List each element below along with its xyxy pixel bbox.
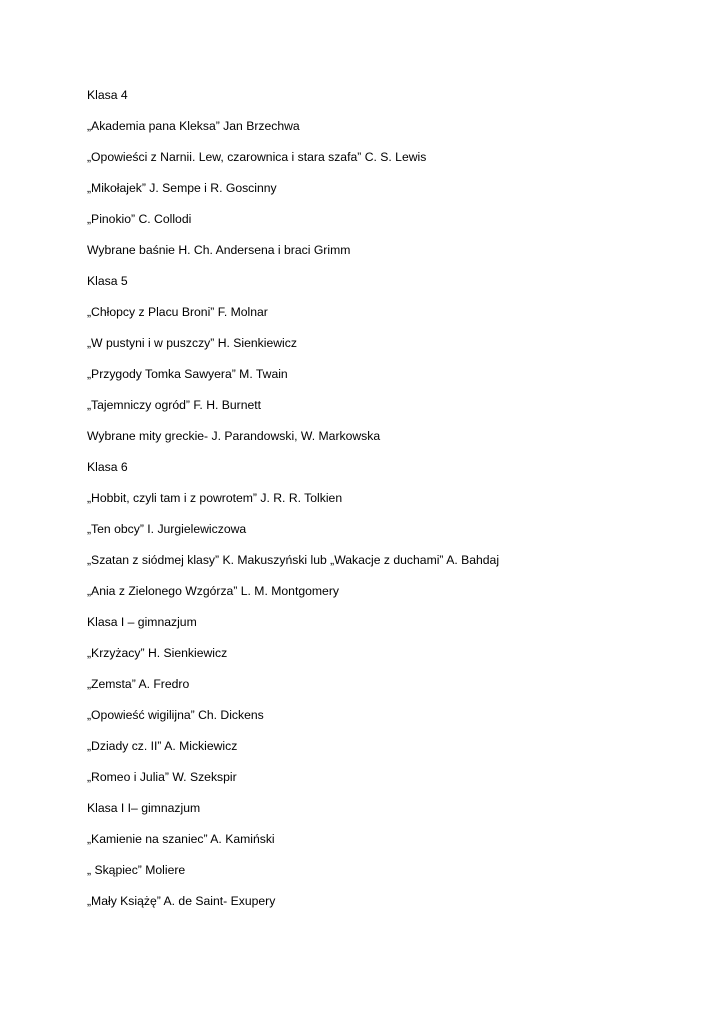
list-item: „Chłopcy z Placu Broni” F. Molnar [87, 305, 268, 319]
list-item: Wybrane mity greckie- J. Parandowski, W. Markowska [87, 429, 381, 443]
list-item: „Romeo i Julia” W. Szekspir [87, 770, 237, 784]
class-heading: Klasa I – gimnazjum [87, 615, 197, 629]
list-item: „Mikołajek” J. Sempe i R. Goscinny [87, 181, 277, 195]
list-item: „Krzyżacy” H. Sienkiewicz [87, 646, 228, 660]
list-item: „Przygody Tomka Sawyera” M. Twain [87, 367, 288, 381]
class-heading: Klasa 5 [87, 274, 128, 288]
list-item: Wybrane baśnie H. Ch. Andersena i braci Grimm [87, 243, 351, 257]
class-heading: Klasa I I– gimnazjum [87, 801, 201, 815]
class-heading: Klasa 4 [87, 88, 128, 102]
list-item: „Kamienie na szaniec” A. Kamiński [87, 832, 275, 846]
reading-list [87, 86, 707, 923]
list-item: „ Skąpiec” Moliere [87, 863, 186, 877]
list-item: „Hobbit, czyli tam i z powrotem” J. R. R. Tolkien [87, 491, 343, 505]
class-heading: Klasa 6 [87, 460, 128, 474]
list-item: „W pustyni i w puszczy” H. Sienkiewicz [87, 336, 297, 350]
list-item: „Akademia pana Kleksa” Jan Brzechwa [87, 119, 300, 133]
list-item: „Zemsta” A. Fredro [87, 677, 190, 691]
list-item: „Mały Książę” A. de Saint- Exupery [87, 894, 276, 908]
list-item: „Opowieść wigilijna” Ch. Dickens [87, 708, 264, 722]
list-item: „Opowieści z Narnii. Lew, czarownica i stara szafa” C. S. Lewis [87, 150, 427, 164]
list-item: „Pinokio” C. Collodi [87, 212, 192, 226]
list-item: „Ten obcy” I. Jurgielewiczowa [87, 522, 247, 536]
list-item: „Szatan z siódmej klasy” K. Makuszyński lub „Wakacje z duchami” A. Bahdaj [87, 553, 500, 567]
list-item: „Ania z Zielonego Wzgórza” L. M. Montgomery [87, 584, 339, 598]
list-item: „Tajemniczy ogród” F. H. Burnett [87, 398, 262, 412]
list-item: „Dziady cz. II” A. Mickiewicz [87, 739, 238, 753]
